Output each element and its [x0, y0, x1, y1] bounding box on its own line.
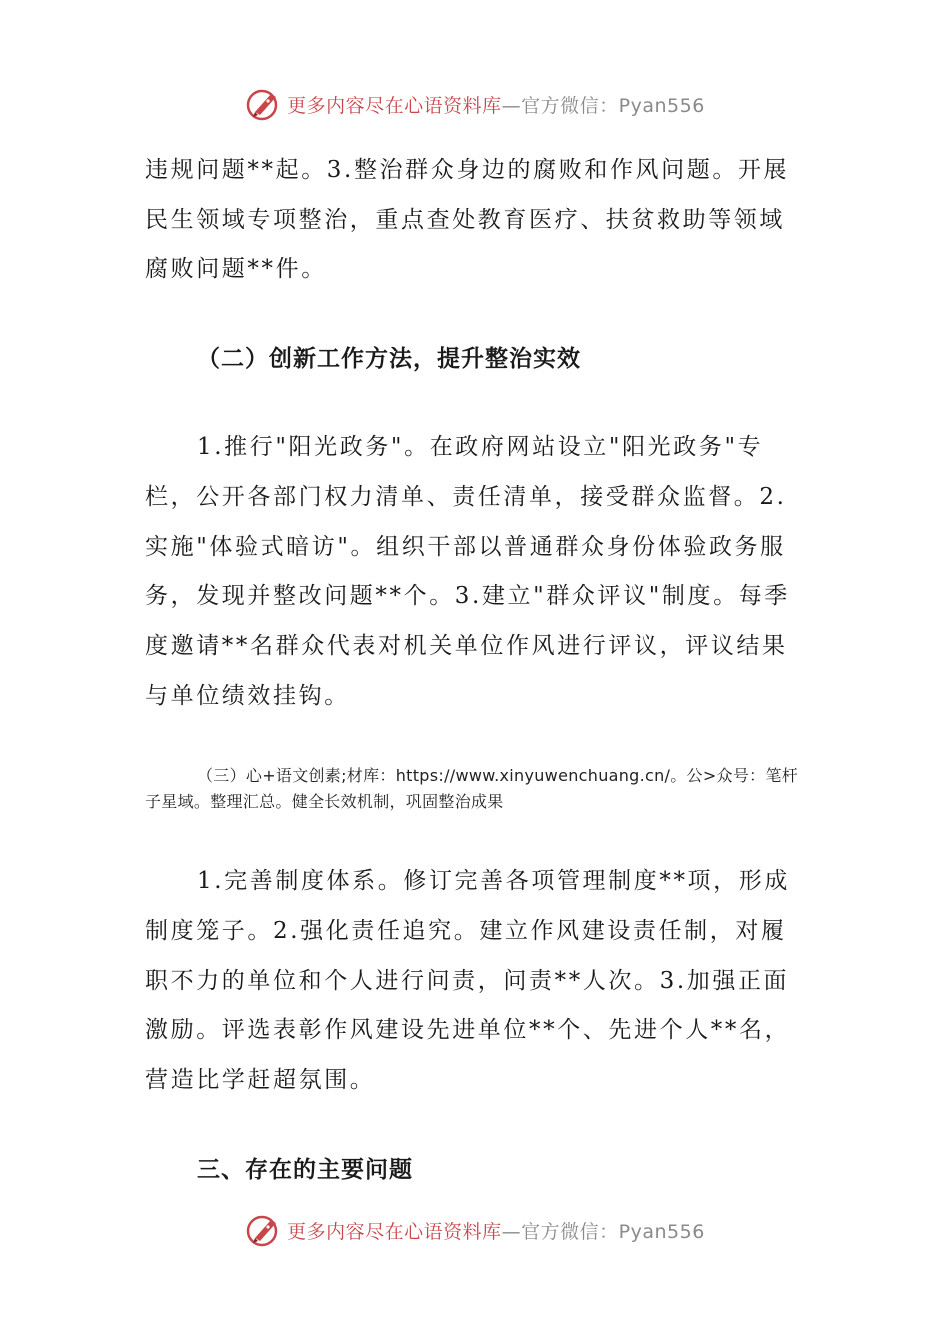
header-watermark-banner [0, 82, 950, 126]
section-heading-3: 三、存在的主要问题 [197, 1155, 413, 1183]
banner-gray-text: —官方微信：Pyan556 [501, 94, 705, 117]
document-body [145, 146, 805, 1234]
banner-red-text: 更多内容尽在心语资料库 [287, 1220, 502, 1243]
paragraph-mechanisms: 1.完善制度体系。修订完善各项管理制度**项，形成制度笼子。2.强化责任追究。建立作风建设责任制，对履职不力的单位和个人进行问责，问责**人次。3.加强正面激励。评选表彰作风建设先进单位**个、先进个人**名，营造比学赶超氛围。 [145, 868, 791, 1094]
pen-nib-logo-icon [245, 85, 283, 123]
section-heading-2: （二）创新工作方法，提升整治实效 [197, 345, 581, 373]
banner-gray-text: —官方微信：Pyan556 [501, 1220, 705, 1243]
paragraph-methods: 1.推行"阳光政务"。在政府网站设立"阳光政务"专栏，公开各部门权力清单、责任清单，接受群众监督。2.实施"体验式暗访"。组织干部以普通群众身份体验政务服务，发现并整改问题**个。3.建立"群众评议"制度。每季度邀请**名群众代表对机关单位作风进行评议，评议结果与单位绩效挂钩。 [145, 434, 790, 709]
footer-watermark-banner [0, 1208, 950, 1252]
paragraph-continuation: 违规问题**起。3.整治群众身边的腐败和作风问题。开展民生领域专项整治，重点查处教育医疗、扶贫救助等领域腐败问题**件。 [145, 157, 790, 283]
source-note: （三）心+语文创素;材库：https://www.xinyuwenchuang.cn/。公>众号：笔杆子星域。整理汇总。健全长效机制，巩固整治成果 [145, 766, 799, 812]
banner-red-text: 更多内容尽在心语资料库 [287, 94, 502, 117]
pen-nib-logo-icon [245, 1211, 283, 1249]
